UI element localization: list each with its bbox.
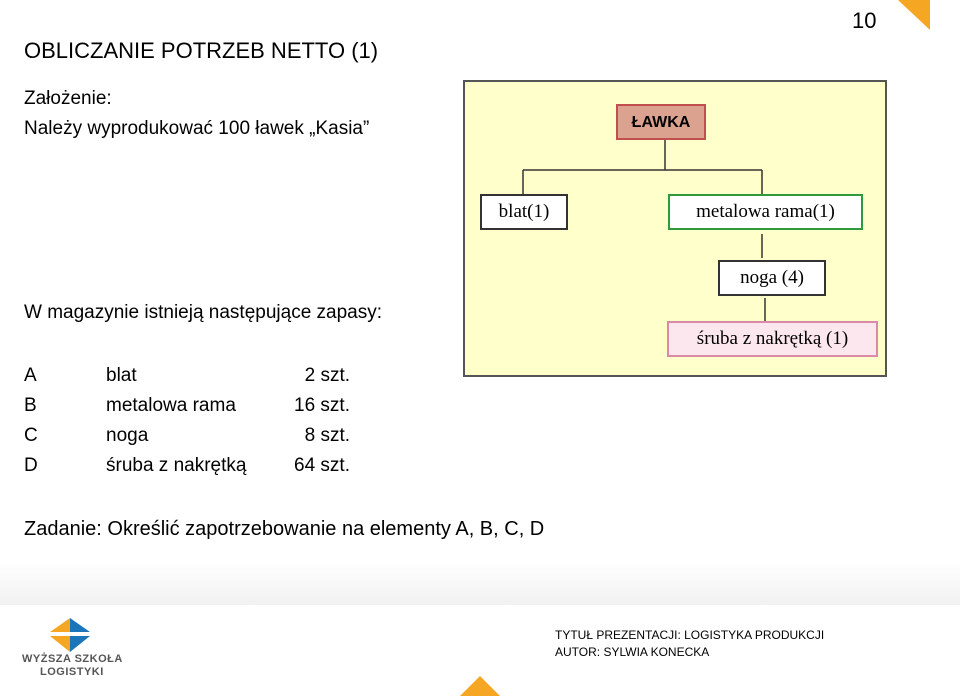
inventory-table bbox=[24, 361, 350, 481]
item-qty: 8 szt. bbox=[304, 425, 350, 446]
product-structure-tree bbox=[463, 80, 887, 377]
node-blat: blat(1) bbox=[480, 194, 568, 230]
node-sruba: śruba z nakrętką (1) bbox=[667, 321, 878, 357]
presentation-author: AUTOR: SYLWIA KONECKA bbox=[555, 645, 710, 659]
item-letter: C bbox=[24, 425, 38, 446]
table-row bbox=[24, 361, 350, 391]
item-name: noga bbox=[106, 425, 149, 446]
table-row bbox=[24, 421, 350, 451]
table-row bbox=[24, 391, 350, 421]
item-letter: B bbox=[24, 395, 37, 416]
logo-line2: LOGISTYKI bbox=[40, 666, 104, 678]
item-name: śruba z nakrętką bbox=[106, 455, 247, 476]
assumption-label: Założenie: bbox=[24, 88, 112, 109]
logo-line1: WYŻSZA SZKOŁA bbox=[22, 653, 123, 665]
page-number: 10 bbox=[852, 8, 877, 33]
logo-icon bbox=[50, 618, 90, 652]
item-letter: A bbox=[24, 365, 37, 386]
item-letter: D bbox=[24, 455, 38, 476]
footer-band bbox=[0, 560, 960, 605]
item-name: blat bbox=[106, 365, 137, 386]
assumption-text: Należy wyprodukować 100 ławek „Kasia” bbox=[24, 118, 370, 139]
stock-intro: W magazynie istnieją następujące zapasy: bbox=[24, 302, 383, 323]
item-qty: 64 szt. bbox=[294, 455, 350, 476]
item-qty: 16 szt. bbox=[294, 395, 350, 416]
slide-title: OBLICZANIE POTRZEB NETTO (1) bbox=[24, 38, 379, 63]
corner-triangle bbox=[898, 0, 930, 30]
node-noga: noga (4) bbox=[718, 260, 826, 296]
node-lawka: ŁAWKA bbox=[616, 104, 706, 140]
item-qty: 2 szt. bbox=[304, 365, 350, 386]
node-metalowa-rama: metalowa rama(1) bbox=[668, 194, 863, 230]
table-row bbox=[24, 451, 350, 481]
task-text: Zadanie: Określić zapotrzebowanie na elementy A, B, C, D bbox=[24, 518, 545, 540]
presentation-title: TYTUŁ PREZENTACJI: LOGISTYKA PRODUKCJI bbox=[555, 628, 825, 642]
bottom-triangle bbox=[460, 676, 500, 696]
item-name: metalowa rama bbox=[106, 395, 236, 416]
